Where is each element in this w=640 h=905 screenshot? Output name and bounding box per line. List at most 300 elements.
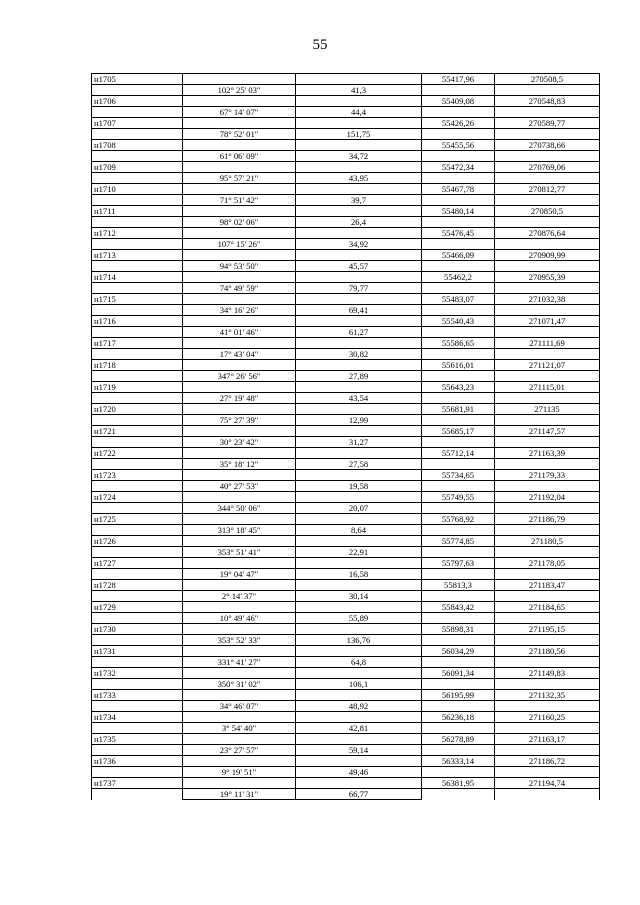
point-row xyxy=(92,118,600,129)
edge-row xyxy=(92,767,600,778)
empty-cell xyxy=(422,173,495,184)
coordinate-x: 56381,95 xyxy=(422,778,495,789)
coordinate-x: 56034,29 xyxy=(422,646,495,657)
direction-angle: 27° 19' 48" xyxy=(183,393,296,404)
direction-angle: 353° 52' 33" xyxy=(183,635,296,646)
edge-row xyxy=(92,723,600,734)
direction-angle: 107° 15' 26" xyxy=(183,239,296,250)
direction-angle: 78° 52' 01" xyxy=(183,129,296,140)
coordinate-x: 55749,55 xyxy=(422,492,495,503)
point-id: н1708 xyxy=(92,140,183,151)
point-id: н1729 xyxy=(92,602,183,613)
edge-row xyxy=(92,503,600,514)
point-id: н1720 xyxy=(92,404,183,415)
point-row xyxy=(92,250,600,261)
direction-angle: 2° 14' 37" xyxy=(183,591,296,602)
empty-cell xyxy=(183,404,296,415)
coordinate-y: 270876,64 xyxy=(495,228,600,239)
empty-cell xyxy=(92,261,183,272)
edge-row xyxy=(92,679,600,690)
empty-cell xyxy=(92,547,183,558)
empty-cell xyxy=(92,195,183,206)
coordinate-y: 270589,77 xyxy=(495,118,600,129)
empty-cell xyxy=(296,734,422,745)
coordinate-x: 55813,3 xyxy=(422,580,495,591)
direction-angle: 67° 14' 07" xyxy=(183,107,296,118)
empty-cell xyxy=(183,96,296,107)
point-id: н1713 xyxy=(92,250,183,261)
segment-length: 39,7 xyxy=(296,195,422,206)
empty-cell xyxy=(92,569,183,580)
empty-cell xyxy=(495,393,600,404)
edge-row xyxy=(92,569,600,580)
empty-cell xyxy=(296,646,422,657)
coordinate-y: 270955,39 xyxy=(495,272,600,283)
point-row xyxy=(92,228,600,239)
empty-cell xyxy=(183,690,296,701)
point-row xyxy=(92,184,600,195)
empty-cell xyxy=(296,316,422,327)
direction-angle: 17° 43' 04" xyxy=(183,349,296,360)
point-id: н1714 xyxy=(92,272,183,283)
empty-cell xyxy=(422,525,495,536)
point-id: н1737 xyxy=(92,778,183,789)
point-row xyxy=(92,404,600,415)
empty-cell xyxy=(422,393,495,404)
direction-angle: 344° 50' 06" xyxy=(183,503,296,514)
empty-cell xyxy=(422,745,495,756)
direction-angle: 23° 27' 57" xyxy=(183,745,296,756)
direction-angle: 71° 51' 42" xyxy=(183,195,296,206)
empty-cell xyxy=(495,789,600,800)
empty-cell xyxy=(296,294,422,305)
segment-length: 34,72 xyxy=(296,151,422,162)
point-id: н1719 xyxy=(92,382,183,393)
empty-cell xyxy=(92,239,183,250)
coordinate-x: 55616,01 xyxy=(422,360,495,371)
empty-cell xyxy=(495,723,600,734)
direction-angle: 98° 02' 06" xyxy=(183,217,296,228)
empty-cell xyxy=(183,734,296,745)
point-id: н1724 xyxy=(92,492,183,503)
segment-length: 151,75 xyxy=(296,129,422,140)
empty-cell xyxy=(495,349,600,360)
empty-cell xyxy=(296,602,422,613)
edge-row xyxy=(92,481,600,492)
direction-angle: 95° 57' 21" xyxy=(183,173,296,184)
point-id: н1721 xyxy=(92,426,183,437)
empty-cell xyxy=(183,536,296,547)
empty-cell xyxy=(296,228,422,239)
coordinate-x: 55712,14 xyxy=(422,448,495,459)
empty-cell xyxy=(422,349,495,360)
direction-angle: 75° 27' 39" xyxy=(183,415,296,426)
edge-row xyxy=(92,173,600,184)
empty-cell xyxy=(495,569,600,580)
edge-row xyxy=(92,371,600,382)
empty-cell xyxy=(422,107,495,118)
empty-cell xyxy=(183,382,296,393)
edge-row xyxy=(92,305,600,316)
point-row xyxy=(92,162,600,173)
empty-cell xyxy=(92,393,183,404)
empty-cell xyxy=(183,426,296,437)
empty-cell xyxy=(296,470,422,481)
point-id: н1717 xyxy=(92,338,183,349)
empty-cell xyxy=(183,668,296,679)
empty-cell xyxy=(495,129,600,140)
empty-cell xyxy=(183,206,296,217)
empty-cell xyxy=(422,569,495,580)
segment-length: 19,58 xyxy=(296,481,422,492)
point-row xyxy=(92,690,600,701)
segment-length: 136,76 xyxy=(296,635,422,646)
empty-cell xyxy=(296,448,422,459)
coordinate-y: 271178,05 xyxy=(495,558,600,569)
coordinate-x: 55462,2 xyxy=(422,272,495,283)
empty-cell xyxy=(296,140,422,151)
empty-cell xyxy=(92,635,183,646)
direction-angle: 19° 04' 47" xyxy=(183,569,296,580)
empty-cell xyxy=(183,778,296,789)
empty-cell xyxy=(92,437,183,448)
direction-angle: 94° 53' 50" xyxy=(183,261,296,272)
empty-cell xyxy=(92,591,183,602)
coordinate-y: 271183,47 xyxy=(495,580,600,591)
empty-cell xyxy=(296,756,422,767)
point-row xyxy=(92,602,600,613)
empty-cell xyxy=(495,173,600,184)
point-row xyxy=(92,756,600,767)
coordinate-y: 271163,39 xyxy=(495,448,600,459)
empty-cell xyxy=(296,250,422,261)
point-id: н1706 xyxy=(92,96,183,107)
segment-length: 42,81 xyxy=(296,723,422,734)
empty-cell xyxy=(296,206,422,217)
coordinate-y: 271032,38 xyxy=(495,294,600,305)
coordinate-y: 270769,06 xyxy=(495,162,600,173)
empty-cell xyxy=(422,129,495,140)
empty-cell xyxy=(296,778,422,789)
empty-cell xyxy=(422,305,495,316)
coordinate-y: 271179,33 xyxy=(495,470,600,481)
empty-cell xyxy=(92,129,183,140)
empty-cell xyxy=(296,426,422,437)
segment-length: 49,46 xyxy=(296,767,422,778)
empty-cell xyxy=(92,217,183,228)
empty-cell xyxy=(92,459,183,470)
empty-cell xyxy=(422,701,495,712)
coordinate-y: 271147,57 xyxy=(495,426,600,437)
point-row xyxy=(92,360,600,371)
empty-cell xyxy=(296,184,422,195)
segment-length: 61,27 xyxy=(296,327,422,338)
point-id: н1728 xyxy=(92,580,183,591)
empty-cell xyxy=(422,789,495,800)
empty-cell xyxy=(92,745,183,756)
edge-row xyxy=(92,107,600,118)
coordinate-x: 55734,65 xyxy=(422,470,495,481)
coordinate-y: 271163,17 xyxy=(495,734,600,745)
empty-cell xyxy=(422,327,495,338)
empty-cell xyxy=(495,239,600,250)
coordinate-y: 271186,72 xyxy=(495,756,600,767)
empty-cell xyxy=(296,118,422,129)
point-row xyxy=(92,448,600,459)
coordinate-x: 55797,63 xyxy=(422,558,495,569)
empty-cell xyxy=(495,503,600,514)
coordinate-y: 271194,74 xyxy=(495,778,600,789)
coordinate-y: 271180,5 xyxy=(495,536,600,547)
edge-row xyxy=(92,151,600,162)
empty-cell xyxy=(495,261,600,272)
empty-cell xyxy=(92,415,183,426)
edge-row xyxy=(92,261,600,272)
edge-row xyxy=(92,525,600,536)
empty-cell xyxy=(296,382,422,393)
point-row xyxy=(92,514,600,525)
coordinate-table xyxy=(91,73,600,800)
point-id: н1736 xyxy=(92,756,183,767)
empty-cell xyxy=(183,184,296,195)
segment-length: 43,54 xyxy=(296,393,422,404)
coordinate-y: 271184,65 xyxy=(495,602,600,613)
empty-cell xyxy=(92,701,183,712)
direction-angle: 34° 46' 07" xyxy=(183,701,296,712)
point-row xyxy=(92,536,600,547)
coordinate-y: 271111,69 xyxy=(495,338,600,349)
empty-cell xyxy=(183,228,296,239)
point-row xyxy=(92,580,600,591)
coordinate-y: 270909,99 xyxy=(495,250,600,261)
direction-angle: 350° 31' 02" xyxy=(183,679,296,690)
empty-cell xyxy=(92,503,183,514)
empty-cell xyxy=(296,580,422,591)
segment-length: 43,95 xyxy=(296,173,422,184)
empty-cell xyxy=(296,74,422,85)
point-id: н1735 xyxy=(92,734,183,745)
empty-cell xyxy=(92,789,183,800)
empty-cell xyxy=(296,514,422,525)
empty-cell xyxy=(422,371,495,382)
point-row xyxy=(92,492,600,503)
coordinate-y: 271135 xyxy=(495,404,600,415)
empty-cell xyxy=(422,459,495,470)
empty-cell xyxy=(296,96,422,107)
direction-angle: 35° 18' 12" xyxy=(183,459,296,470)
empty-cell xyxy=(422,657,495,668)
edge-row xyxy=(92,129,600,140)
coordinate-y: 271149,83 xyxy=(495,668,600,679)
point-row xyxy=(92,294,600,305)
empty-cell xyxy=(183,624,296,635)
empty-cell xyxy=(296,668,422,679)
coordinate-x: 55843,42 xyxy=(422,602,495,613)
direction-angle: 347° 26' 56" xyxy=(183,371,296,382)
segment-length: 12,99 xyxy=(296,415,422,426)
coordinate-x: 55426,26 xyxy=(422,118,495,129)
empty-cell xyxy=(495,525,600,536)
empty-cell xyxy=(495,613,600,624)
point-row xyxy=(92,74,600,85)
empty-cell xyxy=(495,459,600,470)
empty-cell xyxy=(422,151,495,162)
empty-cell xyxy=(183,448,296,459)
empty-cell xyxy=(92,173,183,184)
segment-length: 55,89 xyxy=(296,613,422,624)
empty-cell xyxy=(495,415,600,426)
direction-angle: 313° 18' 45" xyxy=(183,525,296,536)
coordinate-y: 270548,83 xyxy=(495,96,600,107)
empty-cell xyxy=(422,85,495,96)
point-id: н1731 xyxy=(92,646,183,657)
segment-length: 27,89 xyxy=(296,371,422,382)
empty-cell xyxy=(183,602,296,613)
coordinate-x: 55774,85 xyxy=(422,536,495,547)
empty-cell xyxy=(422,723,495,734)
coordinate-y: 271160,25 xyxy=(495,712,600,723)
empty-cell xyxy=(183,646,296,657)
direction-angle: 74° 49' 59" xyxy=(183,283,296,294)
direction-angle: 102° 25' 03" xyxy=(183,85,296,96)
empty-cell xyxy=(296,338,422,349)
empty-cell xyxy=(296,624,422,635)
empty-cell xyxy=(495,195,600,206)
point-id: н1727 xyxy=(92,558,183,569)
point-id: н1730 xyxy=(92,624,183,635)
point-id: н1716 xyxy=(92,316,183,327)
coordinate-y: 271115,01 xyxy=(495,382,600,393)
point-row xyxy=(92,624,600,635)
direction-angle: 30° 23' 42" xyxy=(183,437,296,448)
empty-cell xyxy=(422,261,495,272)
point-row xyxy=(92,646,600,657)
point-id: н1709 xyxy=(92,162,183,173)
edge-row xyxy=(92,239,600,250)
edge-row xyxy=(92,415,600,426)
coordinate-y: 271121,07 xyxy=(495,360,600,371)
empty-cell xyxy=(495,635,600,646)
empty-cell xyxy=(495,85,600,96)
segment-length: 8,64 xyxy=(296,525,422,536)
empty-cell xyxy=(422,481,495,492)
point-row xyxy=(92,426,600,437)
empty-cell xyxy=(183,316,296,327)
empty-cell xyxy=(92,85,183,96)
empty-cell xyxy=(92,305,183,316)
edge-row xyxy=(92,459,600,470)
empty-cell xyxy=(422,217,495,228)
empty-cell xyxy=(495,591,600,602)
coordinate-x: 55898,31 xyxy=(422,624,495,635)
coordinate-x: 55455,56 xyxy=(422,140,495,151)
segment-length: 66,77 xyxy=(296,789,422,800)
point-id: н1726 xyxy=(92,536,183,547)
coordinate-x: 55768,92 xyxy=(422,514,495,525)
point-id: н1722 xyxy=(92,448,183,459)
empty-cell xyxy=(296,690,422,701)
point-id: н1707 xyxy=(92,118,183,129)
empty-cell xyxy=(296,712,422,723)
empty-cell xyxy=(296,558,422,569)
direction-angle: 40° 27' 53" xyxy=(183,481,296,492)
edge-row xyxy=(92,437,600,448)
segment-length: 30,14 xyxy=(296,591,422,602)
point-row xyxy=(92,558,600,569)
point-id: н1733 xyxy=(92,690,183,701)
edge-row xyxy=(92,547,600,558)
segment-length: 44,4 xyxy=(296,107,422,118)
coordinate-y: 271132,35 xyxy=(495,690,600,701)
empty-cell xyxy=(422,613,495,624)
edge-row xyxy=(92,635,600,646)
coordinate-x: 56091,34 xyxy=(422,668,495,679)
empty-cell xyxy=(92,613,183,624)
coordinate-x: 55540,43 xyxy=(422,316,495,327)
empty-cell xyxy=(183,580,296,591)
empty-cell xyxy=(92,481,183,492)
coordinate-y: 270738,66 xyxy=(495,140,600,151)
empty-cell xyxy=(422,437,495,448)
empty-cell xyxy=(183,250,296,261)
empty-cell xyxy=(495,745,600,756)
coordinate-y: 271180,56 xyxy=(495,646,600,657)
segment-length: 45,57 xyxy=(296,261,422,272)
empty-cell xyxy=(183,338,296,349)
segment-length: 20,07 xyxy=(296,503,422,514)
empty-cell xyxy=(183,118,296,129)
empty-cell xyxy=(183,360,296,371)
point-id: н1718 xyxy=(92,360,183,371)
edge-row xyxy=(92,217,600,228)
direction-angle: 19° 11' 31" xyxy=(183,789,296,800)
edge-row xyxy=(92,195,600,206)
edge-row xyxy=(92,283,600,294)
empty-cell xyxy=(422,283,495,294)
empty-cell xyxy=(92,767,183,778)
edge-row xyxy=(92,85,600,96)
empty-cell xyxy=(495,305,600,316)
point-row xyxy=(92,206,600,217)
empty-cell xyxy=(495,371,600,382)
empty-cell xyxy=(422,679,495,690)
empty-cell xyxy=(422,503,495,514)
point-row xyxy=(92,382,600,393)
edge-row xyxy=(92,745,600,756)
point-id: н1712 xyxy=(92,228,183,239)
empty-cell xyxy=(422,635,495,646)
empty-cell xyxy=(183,470,296,481)
point-row xyxy=(92,668,600,679)
empty-cell xyxy=(495,327,600,338)
edge-row xyxy=(92,591,600,602)
empty-cell xyxy=(495,657,600,668)
segment-length: 34,92 xyxy=(296,239,422,250)
segment-length: 27,58 xyxy=(296,459,422,470)
empty-cell xyxy=(296,536,422,547)
coordinate-x: 55467,78 xyxy=(422,184,495,195)
point-id: н1725 xyxy=(92,514,183,525)
empty-cell xyxy=(495,107,600,118)
point-id: н1732 xyxy=(92,668,183,679)
coordinate-x: 55409,08 xyxy=(422,96,495,107)
point-row xyxy=(92,96,600,107)
empty-cell xyxy=(92,679,183,690)
empty-cell xyxy=(183,272,296,283)
coordinate-y: 271195,15 xyxy=(495,624,600,635)
coordinate-y: 270812,77 xyxy=(495,184,600,195)
edge-row xyxy=(92,327,600,338)
